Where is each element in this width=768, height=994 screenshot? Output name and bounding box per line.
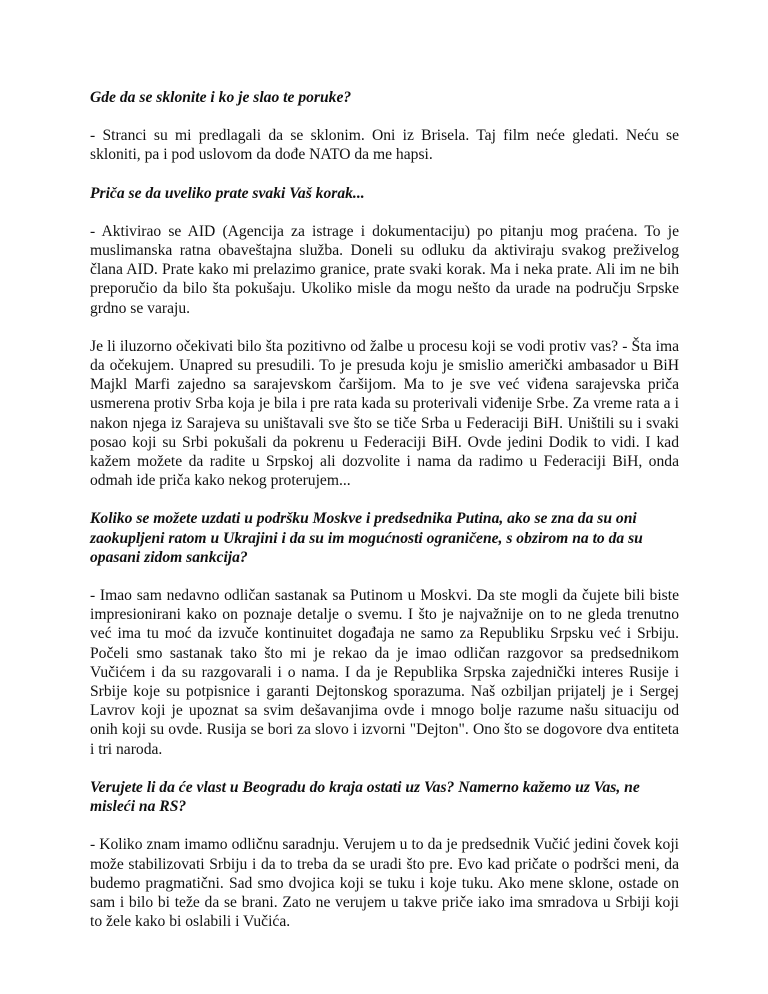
- question-5: Verujete li da će vlast u Beogradu do kraja ostati uz Vas? Namerno kažemo uz Vas, ne misleći na RS?: [90, 778, 640, 816]
- document-page: [90, 88, 679, 950]
- answer-2: - Aktivirao se AID (Agencija za istrage i dokumentaciju) po pitanju mog praćena. To je muslimanska ratna obaveštajna služba. Doneli su odluku da aktiviraju svakog preživelog člana AID. Prate kako mi prelazimo granice, prate svaki korak. Ma i neka prate. Ali im ne bih preporučio da bilo šta pokušaju. Ukoliko misle da mogu nešto da urade na području Srpske grdno se varaju.: [90, 222, 679, 317]
- answer-1: - Stranci su mi predlagali da se sklonim. Oni iz Brisela. Taj film neće gledati. Neću se skloniti, pa i pod uslovom da dođe NATO da me hapsi.: [90, 127, 679, 164]
- question-answer-3: Je li iluzorno očekivati bilo šta pozitivno od žalbe u procesu koji se vodi protiv vas? - Šta ima da očekujem. Unapred su presudili. To je presuda koju je smislio američki ambasador u BiH Majkl Marfi zajedno sa sarajevskom čaršijom. Ma to je sve već viđena sarajevska priča usmerena protiv Srba koja je bila i pre rata kada su proterivali viđenije Srbe. Za vreme rata a i nakon njega iz Sarajeva su uništavali sve što se tiče Srba u Federaciji BiH. Uništili su i svaki posao koji su Srbi pokušali da pokrenu u Federaciji BiH. Ovde jedini Dodik to vidi. I kad kažem možete da radite u Srpskoj ali dozvolite i nama da radimo u Federaciji BiH, onda odmah ide priča kako nekog proterujem...: [90, 337, 679, 490]
- answer-5: - Koliko znam imamo odličnu saradnju. Verujem u to da je predsednik Vučić jedini čovek koji može stabilizovati Srbiju i da to treba da se uradi što pre. Evo kad pričate o podršci meni, da budemo pragmatični. Sad smo dvojica koji se tuku i koje tuku. Ako mene sklone, ostade on sam i bilo bi teže da se brani. Zato ne verujem u takve priče iako ima smradova u Srbiji koji to žele kako bi oslabili i Vučića.: [90, 836, 679, 931]
- question-4: Koliko se možete uzdati u podršku Moskve i predsednika Putina, ako se zna da su oni zaokupljeni ratom u Ukrajini i da su im mogućnosti ograničene, s obzirom na to da su opasani zidom sankcija?: [90, 510, 643, 566]
- answer-4: - Imao sam nedavno odličan sastanak sa Putinom u Moskvi. Da ste mogli da čujete bili biste impresionirani kako on poznaje detalje o svemu. I što je najvažnije on to ne gleda trenutno već ima tu moć da izvuče kontinuitet događaja ne samo za Republiku Srpsku već i Srbiju. Počeli smo sastanak tako što mi je rekao da je imao odličan razgovor sa predsednikom Vučićem i da su razgovarali i o nama. I da je Republika Srpska zajednički interes Rusije i Srbije koje su potpisnice i garanti Dejtonskog sporazuma. Naš ozbiljan prijatelj je i Sergej Lavrov koji je upoznat sa svim dešavanjima ovde i mnogo bolje razume našu situaciju od onih koji su ovde. Rusija se bori za slovo i izvorni "Dejton". Ono što se dogovore dva entiteta i tri naroda.: [90, 587, 679, 758]
- question-2: Priča se da uveliko prate svaki Vaš korak...: [90, 184, 365, 202]
- question-1: Gde da se sklonite i ko je slao te poruke?: [90, 89, 352, 106]
